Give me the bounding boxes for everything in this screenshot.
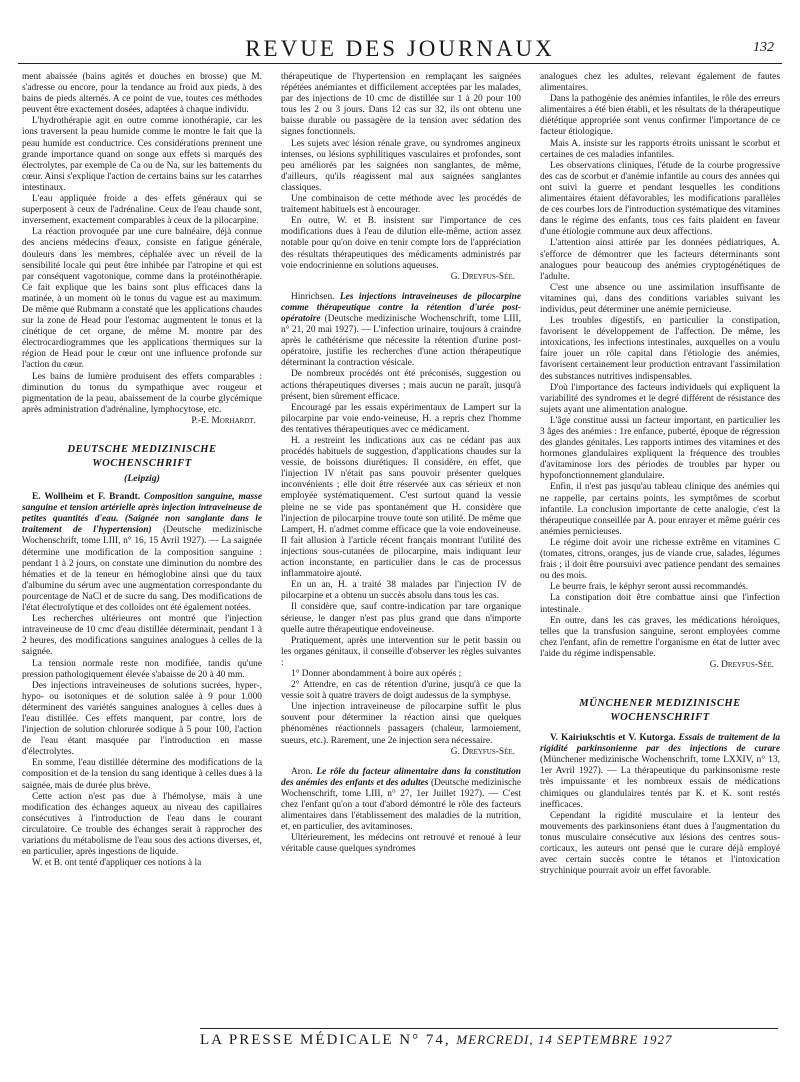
page-title: REVUE DES JOURNAUX [245,36,555,61]
article-entry [22,492,262,614]
paragraph: 2° Attendre, en cas de rétention d'urine, jusqu'à ce que la vessie soit à quatre travers de doigt audessus de la symphyse. [281,680,521,702]
paragraph: C'est une absence ou une assimilation insuffisante de vitamines qui, dans des conditions variables suivant les individus, peut déterminer une anémie pernicieuse. [540,282,780,315]
paragraph: W. et B. ont tenté d'appliquer ces notions à la [32,858,202,869]
page-footer [200,1028,778,1050]
paragraph: La réaction provoquée par une cure balnéaire, déjà connue des anciens médecins d'eaux, consiste en fatigue générale, douleurs dans les membres, céphalée avec un réveil de la sensibilité locale qui peut être inhibée par l'atropine et qui est par conséquent vagotonique, comme dans la protéinothérapie. Ce fait explique que les bains sont plus efficaces dans la matinée, à un moment où le tonus du vague est au maximum. De même que Rubmann a constaté que les applications chaudes sur la zone de Head pour l'estomac augmentent le tonus et la cinétique de cet organe, de même M. montre par des électrocardiogrammes que les applications thermiques sur la région de Head pour le cœur ont une influence profonde sur l'action du cœur. [22,227,262,371]
paragraph: De nombreux procédés ont été préconisés, suggestion ou actions thérapeutiques diverses ; mais aucun ne paraît, jusqu'à présent, bien sûrement efficace. [281,369,521,402]
article-entry [540,733,780,811]
page-header [18,30,782,64]
paragraph: H. a restreint les indications aux cas ne cédant pas aux procédés habituels de suggestion, d'applications chaudes sur la vessie, de boissons diurétiques. Il considère, en effet, que l'injection IV n'était pas sans pouvoir présenter quelques inconvénients ; elle doit être réservée aux cas sérieux et non employée systématiquement. C'est surtout quand la vessie pleine ne se vide pas spontanément que H. considère que l'injection de pilocarpine trouve toute son utilité. De même que Lampert, H. n'admet comme efficace que la voie endoveineuse. Il fait allusion à l'article récent français montrant l'utilité des injections sous-cutanées de pilocarpine, mais indiquant leur action inconstante, en particulier dans le cas de processus inflammatoire ajouté. [281,436,521,580]
paragraph: D'où l'importance des facteurs individuels qui expliquent la variabilité des syndromes et le degré différent de résistance des sujets ayant une alimentation analogue. [540,382,780,415]
paragraph: En un an, H. a traité 38 malades par l'injection IV de pilocarpine et a obtenu un succès absolu dans tous les cas. [281,580,521,602]
signature: G. Dreyfus-Sée. [450,271,515,282]
footer-text [200,1032,673,1049]
signature: G. Dreyfus-Sée. [709,659,774,670]
column-1 [22,72,262,1012]
paragraph: Encouragé par les essais expérimentaux de Lampert sur la pilocarpine par voie endo-veineuse, H. a repris chez l'homme des tentatives thérapeutiques avec ce médicament. [281,402,521,435]
footer-rule [200,1028,778,1029]
header-rule [18,63,782,64]
signature: P.-E. Morhardt. [191,415,256,426]
paragraph: L'âge constitue aussi un facteur important, en particulier les 3 âges des anémies : 1re enfance, puberté, époque de régression des glandes génitales. Les rapports intimes des vitamines et des hormones glandulaires expliquent la fréquence des troubles d'avitaminose lors des périodes de troubles par hyper ou hypofonctionnement glandulaire. [540,415,780,482]
paragraph: Dans la pathogénie des anémies infantiles, le rôle des erreurs alimentaires a été bien établi, et les résultats de la thérapeutique diététique appropriée sont venus confirmer l'importance de ce facteur étiologique. [540,94,780,138]
paragraph: En outre, dans les cas graves, les médications héroïques, telles que la transfusion sanguine, seront employées comme chez l'enfant, afin de remettre l'organisme en état de lutter avec l'aide du régime indispensable. [540,615,780,659]
article-reference: (Deutsche medizinische Wochenschrift, tome LIII, n° 16, 15 Avril 1927). — La saignée détermine une modification de la composition sanguine : pendant 1 à 2 jours, on constate une diminution du nombre des hématies et de la teneur en hémoglobine ainsi que du taux d'albumine du sérum avec une augmentation correspondante du pourcentage de NaCl et de sucre du sang. Des modifications de l'état électrolytique et des colloïdes ont été également notées. [22,525,262,614]
paragraph: Le beurre frais, le képhyr seront aussi recommandés. [550,582,749,593]
article-author: Aron. [291,766,313,777]
paragraph: En outre, W. et B. insistent sur l'importance de ces modifications dues à l'eau de dilution elle-même, action assez notable pour qu'on doive en tenir compte lors de l'appréciation des résultats thérapeutiques des médicaments administrés par voie endocrinienne en solutions aqueuses. [281,216,521,271]
paragraph: ment abaissée (bains agités et douches en brosse) que M. s'adresse ou encore, pour la tendance au froid aux pieds, à des bains de pieds alternés. A ce point de vue, toutes ces méthodes peuvent être exactement dosées, adaptées à chaque individu. [22,72,262,116]
journal-heading: DEUTSCHE MEDIZINISCHE WOCHENSCHRIFT [67,444,217,469]
footer-publication: LA PRESSE MÉDICALE N° 74, [200,1032,451,1048]
article-columns [22,72,780,1012]
article-title: Le rôle du facteur alimentaire dans la constitution des anémies des enfants et des adultes [281,766,521,788]
paragraph: Une injection intraveineuse de pilocarpine suffit le plus souvent pour déterminer la réaction ainsi que quelques phénomènes réactionnels passagers (chaleur, larmoiement, sueurs, etc.). Rarement, une 2e injection sera nécessaire. [281,702,521,746]
paragraph: Mais A. insiste sur les rapports étroits unissant le scorbut et certaines de ces maladies infantiles. [540,138,780,160]
article-entry [281,767,521,834]
paragraph: thérapeutique de l'hypertension en remplaçant les saignées répétées anémiantes et difficilement acceptées par les malades, par des injections de 10 cmc de distillée sur 1 à 20 pour 100 tous les 2 ou 3 jours. Dans 12 cas sur 32, ils ont obtenu une baisse durable ou passagère de la tension avec sédation des signes fonctionnels. [281,72,521,138]
paragraph: La tension normale reste non modifiée, tandis qu'une pression pathologiquement élevée s'abaisse de 20 à 40 mm. [22,658,262,680]
article-title: Les injections intraveineuses de pilocarpine comme thérapeutique contre la rétention d'urée post-opératoire [281,291,521,324]
paragraph: Les sujets avec lésion rénale grave, ou syndromes angineux intenses, ou lésions syphilitiques vasculaires et profondes, sont peu améliorés par les saignées non sanglantes, de même, d'ailleurs, qu'ils réagissent mal aux saignées sanglantes classiques. [281,138,521,193]
paragraph: Cette action n'est pas due à l'hémolyse, mais à une modification des échanges aqueux au niveau des capillaires consécutives à l'introduction de l'eau dans le courant circulatoire. Ce trouble des échanges serait à rapprocher des variations du métabolisme de l'eau sous des actions diverses, et, en particulier, après ingestions de liquide. [22,791,262,858]
paragraph: L'eau appliquée froide a des effets généraux qui se superposent à ceux de l'adrénaline. Ceux de l'eau chaude sont, inversement, exactement comparables à ceux de la pilocarpine. [22,194,262,227]
paragraph: L'hydrothérapie agit en outre comme ionothérapie, car les ions traversent la peau humide comme le montre le fait que la peau humide est conductrice. Ces considérations prennent une grande importance quand on songe aux effets si marqués des électrolytes, par exemple de Ca ou de Na, sur les battements du cœur. Ainsi s'explique l'action de certains bains sur les catarrhes intestinaux. [22,116,262,193]
article-title: Essais de traitement de la rigidité parkinsonienne par des injections de curare [540,733,780,755]
journal-heading: MÜNCHENER MEDIZINISCHE WOCHENSCHRIFT [579,698,741,724]
article-author: Hinrichsen. [291,291,335,302]
footer-date: MERCREDI, 14 SEPTEMBRE 1927 [456,1032,673,1047]
column-2 [281,72,521,1012]
article-author: V. Kairiukschtis et V. Kutorga. [550,733,676,744]
article-reference: (Münchener medizinische Wochenschrift, tome LXXIV, n° 13, 1er Avril 1927). — La thérapeutique du parkinsonisme reste très impuissante et les nombreux essais de médications chimiques ou glandulaires tentés par K. et K. sont restés inefficaces. [540,755,780,810]
paragraph: Des injections intraveineuses de solutions sucrées, hyper-, hypo- ou isotoniques et de solution salée à 9 pour 1.000 déterminent des variétés sanguines analogues à celles dues à l'eau distillée. Ces effets manquent, par contre, lors de l'injection de solution chlorurée sodique à 5 pour 100, l'action de l'eau étant masquée par l'introduction en masse d'électrolytes. [22,680,262,758]
paragraph: Il considère que, sauf contre-indication par tare organique sérieuse, le danger n'est pas plus grand que dans n'importe quelle autre thérapeutique endoveineuse. [281,602,521,635]
signature: G. Dreyfus-Sée. [450,746,515,757]
article-author: E. Wollheim et F. Brandt. [32,492,141,503]
paragraph: Les recherches ultérieures ont montré que l'injection intraveineuse de 10 cmc d'eau distillée déterminait, pendant 1 à 2 heures, des modifications sanguines analogues à celles de la saignée. [22,614,262,658]
page-number: 132 [753,40,774,55]
paragraph: Les troubles digestifs, en particulier la constipation, favorisent le développement de l'affection. De même, les intoxications, les infections intestinales, auxquelles on a voulu faire jouer un rôle capital dans l'étiologie des anémies, favorisent certainement leur production entravant l'assimilation des substances nutritives indispensables. [540,316,780,382]
article-title: Composition sanguine, masse sanguine et tension artérielle après injection intraveineuse de petites quantités d'eau. (Saignée non sanglante dans le traitement de l'hypertension) [22,492,262,536]
paragraph: Une combinaison de cette méthode avec les procédés de traitement habituels est à encourager. [281,194,521,216]
article-reference: (Deutsche medizinische Wochenschrift, tome LIII, n° 27, 1er Juillet 1927). — C'est chez l'enfant qu'on a tout d'abord démontré le rôle des facteurs alimentaires dans l'établissement des maladies de la nutrition, et, en particulier, des avitaminoses. [281,777,521,833]
paragraph: Les bains de lumière produisent des effets comparables : diminution du tonus du sympathique avec rougeur et pigmentation de la peau, abaissement de la courbe glycémique après administration d'adrénaline, lymphocytose, etc. [22,371,262,415]
article-entry [281,292,521,370]
paragraph: Le régime doit avoir une richesse extrême en vitamines C (tomates, citrons, oranges, jus de viande crue, salades, légumes frais ; il doit être poursuivi avec patience pendant des semaines ou des mois. [540,537,780,582]
spacer [281,758,521,767]
paragraph: En somme, l'eau distillée détermine des modifications de la composition et de la tension du sang identique à celles dues à la saignée, mais de durée plus brève. [22,758,262,791]
article-reference: (Deutsche medizinische Wochenschrift, tome LIII, n° 21, 20 mai 1927). — L'infection urinaire, toujours à craindre après le cathétérisme que nécessite la rétention d'urine post-opératoire, justifie les recherches d'une action thérapeutique déterminant la contraction vésicale. [281,313,521,369]
paragraph: Ultérieurement, les médecins ont retrouvé et renoué à leur véritable cause quelques syndromes [281,833,521,855]
paragraph: Enfin, il n'est pas jusqu'au tableau clinique des anémies qui ne rappelle, par certains points, les symptômes de scorbut infantile. La conclusion importante de cette analogie, c'est la thérapeutique conseillée par A. pour enrayer et même guérir ces anémies pernicieuses. [540,482,780,537]
spacer [281,283,521,292]
paragraph: Cependant la rigidité musculaire et la lenteur des mouvements des parkinsoniens étant dues à l'augmentation du tonus musculaire consécutive aux lésions des centres sous-corticaux, les auteurs ont pensé que le curare déjà employé avec certain succès contre le tétanos et l'intoxication strychinique pourrait avoir un effet favorable. [540,810,780,877]
paragraph: analogues chez les adultes, relevant également de fautes alimentaires. [540,72,780,94]
paragraph: La constipation doit être combattue ainsi que l'infection intestinale. [540,593,780,615]
paragraph: Les observations cliniques, l'étude de la courbe progressive des cas de scorbut et d'anémie infantile au cours des années qui ont suivi la guerre et pendant lesquelles les conditions alimentaires étaient défavorables, les modifications parallèles de ces courbes lors de l'introduction systématique des vitamines dans le régime des enfants, tous ces faits plaident en faveur d'une étiologie commune aux deux affections. [540,160,780,238]
paragraph: 1° Donner abondamment à boire aux opérés ; [291,668,462,679]
paragraph: L'attention ainsi attirée par les données pédiatriques, A. s'efforce de démontrer que les facteurs déterminants sont analogues pour beaucoup des anémies cryptogénétiques de l'adulte. [540,238,780,282]
paragraph: Pratiquement, après une intervention sur le petit bassin ou les organes génitaux, il conseille d'observer les règles suivantes : [281,635,521,668]
column-3 [540,72,780,1012]
journal-city: (Leipzig) [124,473,160,484]
